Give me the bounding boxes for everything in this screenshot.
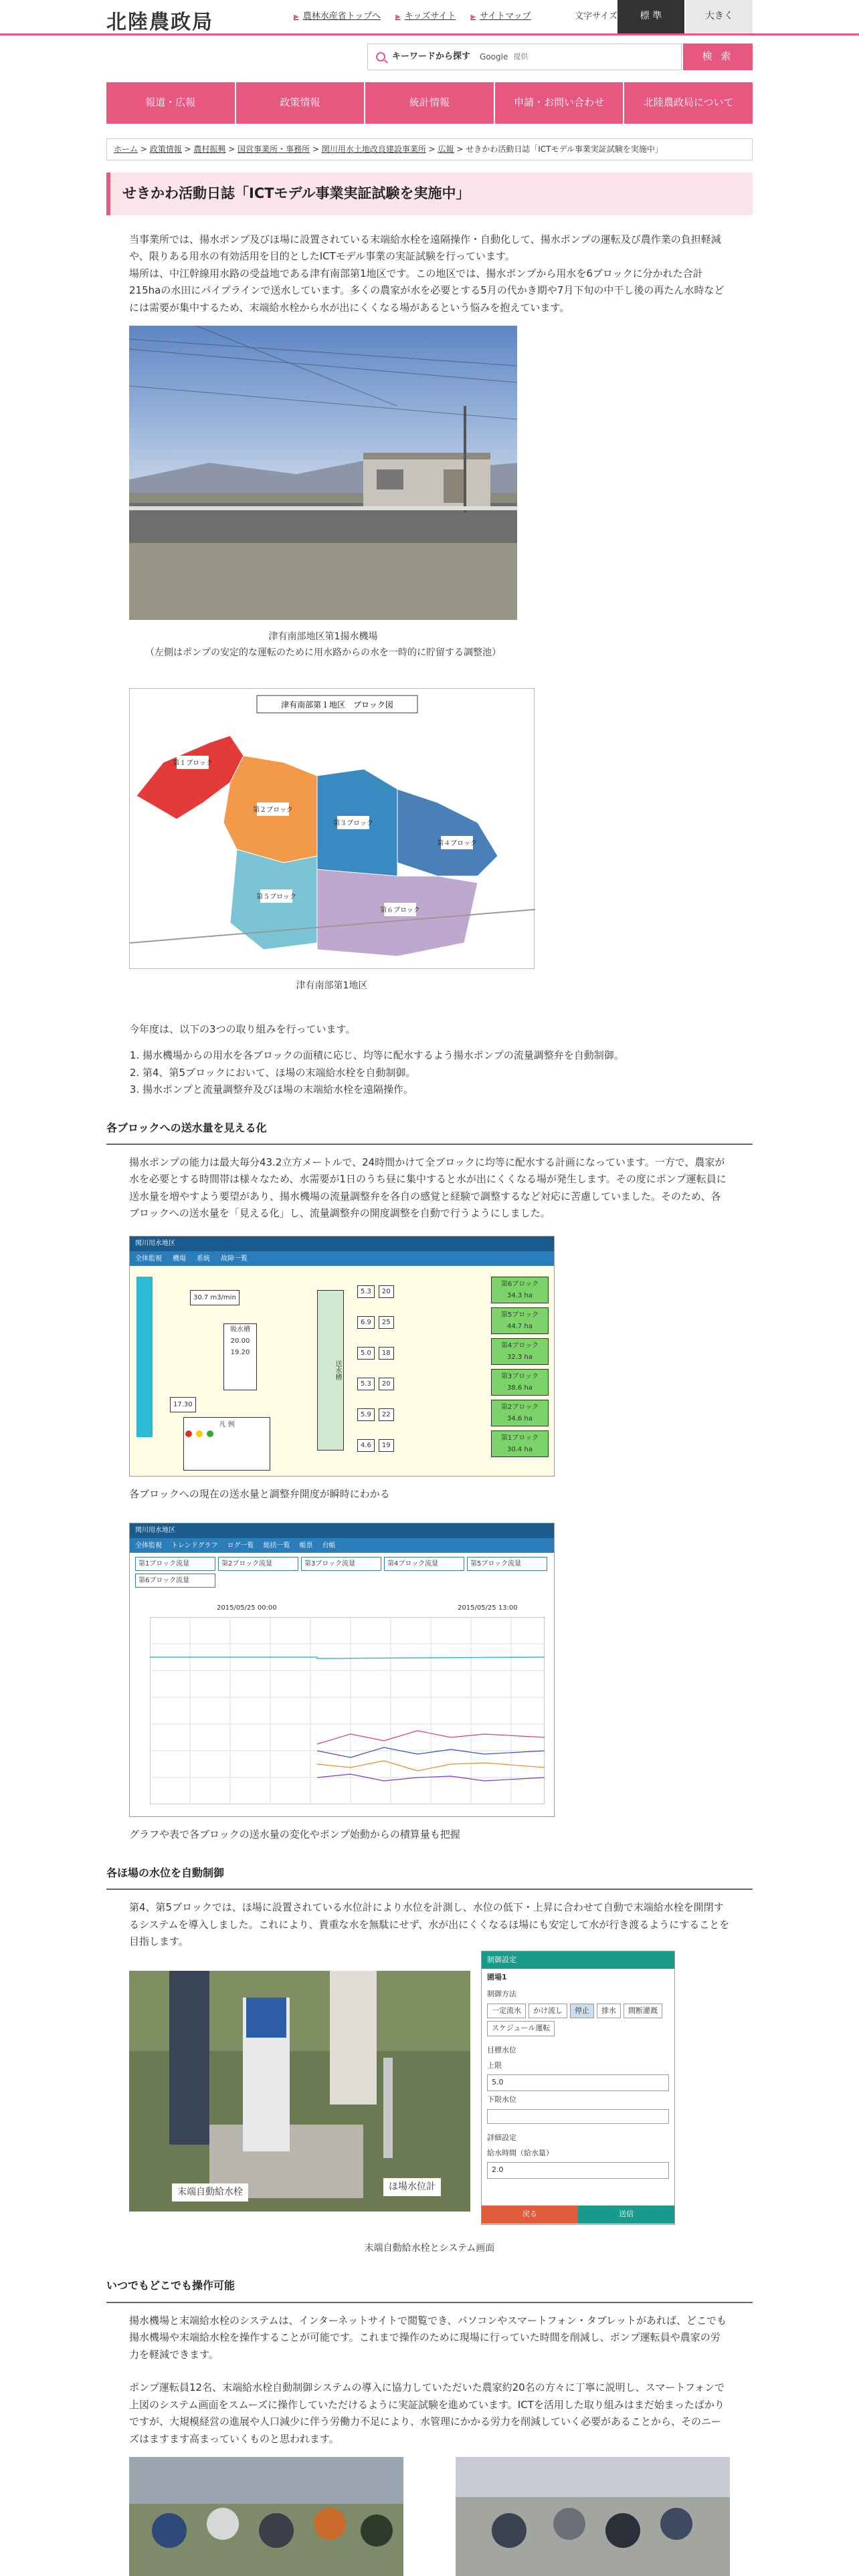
phone-mode-label: 制御方法	[487, 1990, 516, 1999]
phone-upper-input[interactable]: 5.0	[487, 2074, 669, 2091]
approach-item: 1. 揚水機場からの用水を各ブロックの面積に応じ、均等に配水するよう揚水ポンプの流量調整弁を自動制御。	[142, 1047, 730, 1065]
breadcrumb-pr[interactable]: 広報	[438, 144, 454, 154]
screen2-tab[interactable]: トレンドグラフ	[171, 1542, 218, 1550]
caption-line-2: （左側はポンプの安定的な運転のために用水路からの水を一時的に貯留する調整池）	[145, 647, 501, 659]
phone-screen	[481, 1951, 675, 2225]
screen1-block: 第6ブロック 34.3 ha	[491, 1277, 549, 1303]
approach-item: 2. 第4、第5ブロックにおいて、ほ場の末端給水栓を自動制御。	[142, 1065, 730, 1082]
block-label-2: 第２ブロック	[253, 806, 293, 814]
intro-paragraph: 当事業所では、揚水ポンプ及びほ場に設置されている末端給水栓を遠隔操作・自動化して、揚水ポンプの運転及び農作業の負担軽減や、限りある用水の有効活用を目的としたICTモデル事業の実証試験を行っています。 場所は、中江幹線用水路の受益地である津有南部第1地区です。この地区では、揚水ポンプから用水を6ブロックに分かれた合計215haの水田にパイプラインで送水しています。多くの農家が水を必要とする5月の代かき期や7月下旬の中干し後の再たん水時などには需要が集中するため、末端給水栓から水が出にくくなる場があるという悩みを抱えています。	[129, 233, 725, 314]
page-title: せきかわ活動日誌「ICTモデル事業実証試験を実施中」	[106, 173, 753, 215]
screen1-block: 第3ブロック 38.6 ha	[491, 1369, 549, 1396]
site-logo[interactable]: 北陸農政局	[106, 11, 213, 34]
section2-content	[106, 1899, 753, 2256]
sitemap-link[interactable]: ▶ サイトマップ	[470, 11, 531, 21]
font-size-large-button[interactable]: 大きく	[686, 0, 753, 33]
screen2-date-from: 2015/05/25 00:00	[217, 1604, 277, 1612]
screen1-flow-row: 4.6 19	[357, 1430, 478, 1461]
breadcrumb-offices[interactable]: 国営事業所・事務所	[237, 144, 310, 154]
valve-photo-image	[129, 1971, 470, 2212]
utility-links	[294, 9, 546, 24]
series-chip[interactable]: 第2ブロック流量	[218, 1557, 298, 1571]
valve-caption: 末端自動給水栓とシステム画面	[364, 2242, 495, 2254]
section-heading-remote: いつでもどこでも操作可能	[106, 2276, 753, 2302]
screen1-tab[interactable]: 機場	[173, 1255, 186, 1263]
screen1-flow-row: 5.3 20	[357, 1277, 478, 1307]
map-title: 津有南部第１地区 ブロック図	[281, 700, 393, 710]
screen1-caption: 各ブロックへの現在の送水量と調整弁開度が瞬時にわかる	[129, 1487, 390, 1500]
breadcrumb-current: せきかわ活動日誌「ICTモデル事業実証試験を実施中」	[466, 144, 663, 154]
nav-item-policy[interactable]: 政策情報	[236, 82, 366, 124]
search-label: キーワードから探す	[392, 51, 471, 62]
font-size-normal-button[interactable]: 標 準	[617, 0, 684, 33]
arrow-right-icon: ▶	[294, 13, 299, 21]
screen1-legend	[183, 1417, 270, 1471]
screen1-tab[interactable]: 故障一覧	[221, 1255, 248, 1263]
phone-title: 制御設定	[482, 1951, 674, 1969]
trend-graph	[150, 1617, 545, 1804]
arrow-right-icon: ▶	[395, 13, 401, 21]
block-label-3: 第３ブロック	[333, 819, 373, 827]
nav-item-statistics[interactable]: 統計情報	[365, 82, 495, 124]
pump-station-image	[129, 326, 517, 620]
google-label: Google	[480, 51, 508, 62]
kids-site-link[interactable]: ▶ キッズサイト	[395, 11, 456, 21]
screen2-tab[interactable]: 帳票	[299, 1542, 313, 1550]
screen1-flow-row: 5.9 22	[357, 1400, 478, 1430]
phone-depth-label: 給水時間（給水量）	[487, 2148, 553, 2157]
screen1-block: 第2ブロック 34.6 ha	[491, 1400, 549, 1426]
valve-photo-row	[129, 1955, 730, 2225]
mode-option[interactable]: 一定流水	[487, 2004, 526, 2019]
nav-item-about[interactable]: 北陸農政局について	[624, 82, 753, 124]
nav-item-press[interactable]: 報道・広報	[106, 82, 236, 124]
phone-subtitle: 圃場1	[487, 1973, 507, 1982]
phone-target-label: 目標水位	[487, 2046, 516, 2055]
block-label-5: 第５ブロック	[256, 893, 296, 901]
site-header	[106, 0, 753, 33]
screen2-tab[interactable]: 台帳	[322, 1542, 336, 1550]
mode-option[interactable]: 停止	[570, 2004, 594, 2019]
series-chip[interactable]: 第4ブロック流量	[384, 1557, 464, 1571]
screen2-titlebar: 関川用水地区	[130, 1523, 554, 1538]
main-wrapper	[106, 35, 753, 2576]
gauge-label: ほ場水位計	[383, 2178, 441, 2197]
section3-paragraph-1: 揚水機場と末端給水栓のシステムは、インターネットサイトで閲覧でき、パソコンやスマートフォン・タブレットがあれば、どこでも揚水機場や末端給水栓を操作することが可能です。これまで操作のために現場に行っていた時間を削減し、ポンプ運転員や農家の労力を軽減できます。	[129, 2314, 727, 2361]
section2-paragraph: 第4、第5ブロックでは、ほ場に設置されている水位計により水位を計測し、水位の低下・上昇に合わせて自動で末端給水栓を開閉するシステムを導入しました。これにより、貴重な水を無駄にせず、水が出にくくなるほ場にも安定して水が行き渡るようにすることを目指します。	[129, 1901, 730, 1948]
approach-item: 3. 揚水ポンプと流量調整弁及びほ場の末端給水栓を遠隔操作。	[142, 1081, 730, 1099]
mafftop-link[interactable]: ▶ 農林水産省トップへ	[294, 11, 381, 21]
screen1-titlebar: 関川用水地区	[130, 1237, 554, 1251]
breadcrumb-rural[interactable]: 農村振興	[193, 144, 226, 154]
screen2-date-to: 2015/05/25 13:00	[458, 1604, 518, 1612]
monitor-screen-1	[129, 1236, 555, 1477]
block-map-image	[130, 689, 535, 970]
phone-mode-options	[482, 2002, 674, 2038]
search-input[interactable]	[367, 43, 682, 70]
screen2-tabs	[130, 1538, 554, 1553]
section-heading-auto-control: 各ほ場の水位を自動制御	[106, 1864, 753, 1890]
mode-option[interactable]: 排水	[597, 2004, 621, 2019]
session-photo-2	[456, 2457, 730, 2576]
phone-cancel-button[interactable]: 戻る	[482, 2206, 578, 2224]
trend-screen	[129, 1523, 555, 1817]
series-chip[interactable]: 第3ブロック流量	[301, 1557, 381, 1571]
session-photo-row	[129, 2457, 730, 2576]
section3-content	[106, 2313, 753, 2576]
approach-intro: 今年度は、以下の3つの取り組みを行っています。	[129, 1023, 356, 1035]
screen1-flow-table	[357, 1277, 478, 1461]
phone-upper-label: 上限	[487, 2060, 502, 2070]
block-label-6: 第６ブロック	[380, 906, 420, 914]
block-label-1: 第１ブロック	[173, 759, 213, 767]
mode-option[interactable]: スケジュール運転	[487, 2021, 555, 2036]
screen1-block-list	[491, 1277, 549, 1461]
screen2-caption: グラフや表で各ブロックの送水量の変化やポンプ始動からの積算量も把握	[129, 1828, 460, 1841]
screen2-tab[interactable]: 総括一覧	[263, 1542, 290, 1550]
screen1-block: 第5ブロック 44.7 ha	[491, 1307, 549, 1334]
screen1-block: 第1ブロック 30.4 ha	[491, 1430, 549, 1457]
phone-actions	[482, 2206, 674, 2224]
section-heading-visualization: 各ブロックへの送水量を見える化	[106, 1119, 753, 1145]
breadcrumb-sekikawa[interactable]: 関川用水土地改良建設事業所	[321, 144, 426, 154]
screen2-series-list	[130, 1553, 554, 1592]
article-content	[106, 231, 753, 1099]
breadcrumb: ホーム > 政策情報 > 農村振興 > 国営事業所・事務所 > 関川用水土地改良建設事業所 > 広報 > せきかわ活動日誌「ICTモデル事業実証試験を実施中」	[106, 138, 753, 160]
legend-dot-green-icon	[207, 1430, 213, 1437]
screen1-flow-row: 5.0 18	[357, 1338, 478, 1369]
page-wrapper	[106, 0, 753, 33]
screen1-tabs	[130, 1251, 554, 1266]
font-size-label: 文字サイズ	[575, 11, 617, 21]
phone-submit-button[interactable]: 送信	[578, 2206, 674, 2224]
screen1-flow: 30.7 m3/min	[190, 1290, 240, 1305]
global-nav	[106, 82, 753, 124]
series-chip[interactable]: 第5ブロック流量	[467, 1557, 547, 1571]
session-photo-2-image	[456, 2457, 730, 2576]
screen1-tank-2: 送水槽	[317, 1290, 344, 1451]
screen1-tank-1: 吸水槽 20.00 19.20	[223, 1323, 257, 1390]
section1-paragraph: 揚水ポンプの能力は最大毎分43.2立方メートルで、24時間かけて全ブロックに均等に配水する計画になっています。一方で、農家が水を必要とする時間帯は様々なため、水需要が1日のうち昼に集中すると水が出にくくなる場が発生します。その度にポンプ運転員に送水量を増やすよう要望があり、揚水機場の流量調整弁を各自の感覚と経験で調整するなど対応に苦慮していました。そのため、各ブロックへの送水量を「見える化」し、流量調整弁の開度調整を自動で行うようにしました。	[129, 1156, 727, 1220]
nav-item-application[interactable]: 申請・お問い合わせ	[495, 82, 625, 124]
pump-station-photo	[129, 326, 517, 620]
screen1-flow-row: 5.3 20	[357, 1369, 478, 1400]
series-chip[interactable]: 第1ブロック流量	[135, 1557, 215, 1571]
session-photo-1-image	[129, 2457, 403, 2576]
pump-station-caption	[129, 629, 517, 661]
screen2-tab[interactable]: 全体監視	[135, 1542, 162, 1550]
search-row	[106, 35, 753, 76]
mode-option[interactable]: かけ流し	[529, 2004, 567, 2019]
legend-dot-yellow-icon	[196, 1430, 203, 1437]
screen1-flow-row: 6.9 25	[357, 1307, 478, 1338]
series-chip[interactable]: 第6ブロック流量	[135, 1574, 215, 1588]
phone-lower-input[interactable]	[487, 2109, 669, 2124]
screen1-level: 17.30	[170, 1397, 196, 1412]
approach-list	[142, 1047, 730, 1099]
phone-lower-label: 下限水位	[487, 2095, 516, 2105]
valve-photo	[129, 1971, 470, 2212]
block-label-4: 第４ブロック	[437, 839, 477, 847]
legend-title: 凡 例	[219, 1420, 235, 1428]
search-button[interactable]: 検 索	[683, 43, 753, 70]
screen2-tab[interactable]: ログ一覧	[227, 1542, 254, 1550]
screen1-tab[interactable]: 全体監視	[135, 1255, 162, 1263]
valve-label: 末端自動給水栓	[172, 2183, 248, 2202]
caption-line-1: 津有南部地区第1揚水機場	[268, 631, 378, 643]
section1-content	[106, 1154, 753, 1844]
screen1-tab[interactable]: 系統	[197, 1255, 210, 1263]
google-sub-label: 提供	[513, 51, 529, 61]
map-caption: 津有南部第1地区	[296, 980, 368, 991]
session-photo-1	[129, 2457, 403, 2576]
mode-option[interactable]: 間断灌漑	[624, 2004, 662, 2019]
section3-paragraph-2: ポンプ運転員12名、末端給水栓自動制御システムの導入に協力していただいた農家約20名の方々に丁寧に説明し、スマートフォンで上図のシステム画面をスムーズに操作していただけるように実証試験を進めています。ICTを活用した取り組みはまだ始まったばかりですが、大規模経営の進展や人口減少に伴う労働力不足により、水管理にかかる労力を削減していく必要があることから、そのニーズはますます高まっていくものと思われます。	[129, 2381, 725, 2445]
breadcrumb-policy[interactable]: 政策情報	[149, 144, 182, 154]
screen1-canal	[136, 1277, 153, 1437]
phone-detail-label: 詳細設定	[487, 2133, 516, 2142]
phone-depth-input[interactable]: 2.0	[487, 2162, 669, 2179]
block-map	[129, 688, 535, 969]
breadcrumb-home[interactable]: ホーム	[114, 144, 138, 154]
arrow-right-icon: ▶	[470, 13, 476, 21]
legend-dot-red-icon	[185, 1430, 192, 1437]
search-icon	[376, 52, 385, 62]
screen1-block: 第4ブロック 32.3 ha	[491, 1338, 549, 1365]
